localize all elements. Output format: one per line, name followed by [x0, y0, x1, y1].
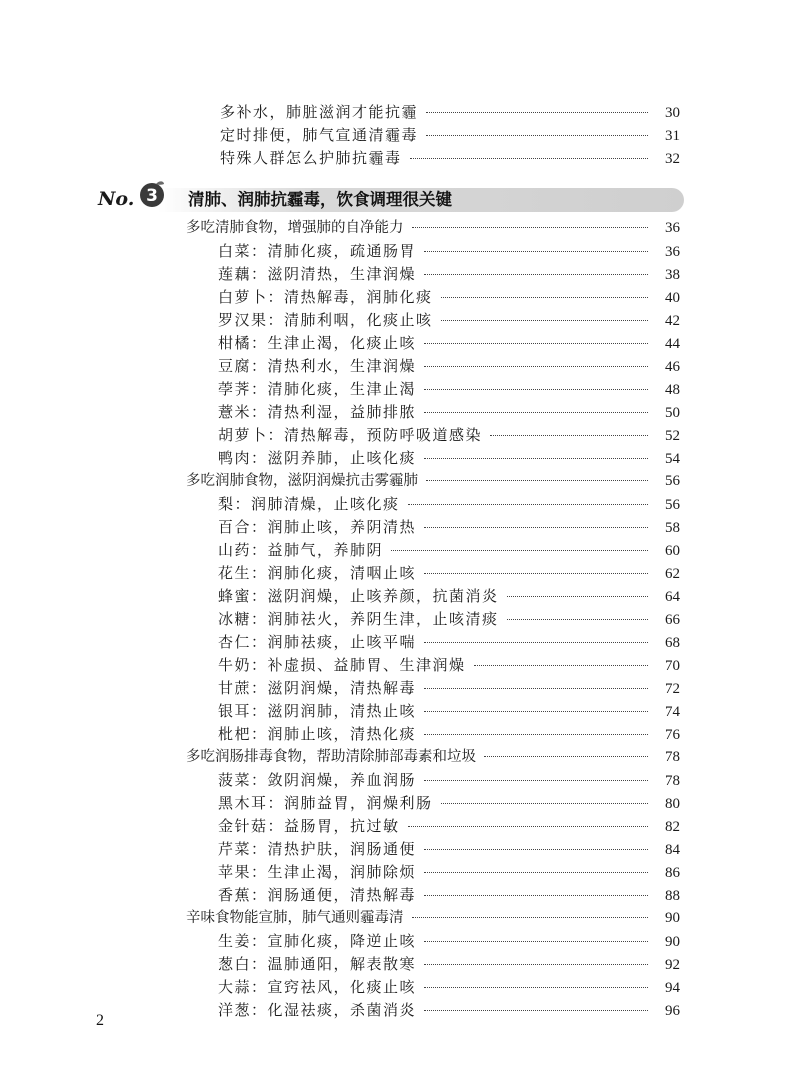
leader-dots [426, 480, 648, 481]
toc-entry[interactable] [218, 332, 680, 354]
toc-entry[interactable] [218, 861, 680, 883]
toc-entry-title: 牛奶：补虚损、益肺胃、生津润燥 [218, 656, 466, 674]
toc-entry[interactable] [218, 953, 680, 975]
leader-dots [424, 964, 648, 965]
toc-entry-page: 44 [665, 336, 680, 352]
leader-dots [426, 135, 648, 136]
toc-entry[interactable] [218, 240, 680, 262]
leader-dots [507, 619, 648, 620]
leader-dots [424, 389, 648, 390]
leader-dots [424, 780, 648, 781]
toc-entry-title: 柑橘：生津止渴，化痰止咳 [218, 334, 417, 352]
toc-entry[interactable] [218, 355, 680, 377]
toc-entry-page: 40 [665, 290, 680, 306]
toc-entry-title: 葱白：温肺通阳，解表散寒 [218, 955, 417, 973]
chapter-no-label: No. [98, 188, 135, 210]
toc-entry-title: 蜂蜜：滋阴润燥，止咳养颜，抗菌消炎 [218, 587, 499, 605]
toc-entry-title: 百合：润肺止咳，养阴清热 [218, 518, 417, 536]
toc-section-title: 多吃润肠排毒食物，帮助清除肺部毒素和垃圾 [186, 749, 476, 765]
toc-entry-page: 52 [665, 428, 680, 444]
toc-entry[interactable] [218, 654, 680, 676]
toc-entry-title: 大蒜：宣窍祛风，化痰止咳 [218, 978, 417, 996]
toc-entry-title: 洋葱：化湿祛痰，杀菌消炎 [218, 1001, 417, 1019]
toc-section-title: 多吃润肺食物，滋阴润燥抗击雾霾肺 [186, 473, 418, 489]
leader-dots [424, 343, 648, 344]
toc-entry-page: 60 [665, 543, 680, 559]
toc-entry[interactable] [218, 493, 680, 515]
toc-entry-page: 46 [665, 359, 680, 375]
toc-entry-title: 枇杷：润肺止咳，清热化痰 [218, 725, 417, 743]
leader-dots [424, 872, 648, 873]
toc-section-page: 78 [665, 749, 680, 765]
toc-entry[interactable] [218, 401, 680, 423]
toc-entry[interactable] [218, 378, 680, 400]
toc-entry-title: 特殊人群怎么护肺抗霾毒 [220, 149, 402, 167]
toc-entry-page: 62 [665, 566, 680, 582]
toc-entry-title: 生姜：宣肺化痰，降逆止咳 [218, 932, 417, 950]
leader-dots [484, 756, 648, 757]
toc-entry-page: 36 [665, 244, 680, 260]
toc-entry[interactable] [218, 631, 680, 653]
toc-entry[interactable] [218, 608, 680, 630]
toc-entry-title: 香蕉：润肠通便，清热解毒 [218, 886, 417, 904]
page-number: 2 [96, 1012, 104, 1029]
toc-entry-title: 白萝卜：清热解毒，润肺化痰 [218, 288, 433, 306]
leader-dots [424, 366, 648, 367]
toc-entry[interactable] [218, 585, 680, 607]
toc-entry-title: 多补水，肺脏滋润才能抗霾 [220, 103, 419, 121]
leader-dots [426, 112, 648, 113]
toc-entry[interactable] [218, 769, 680, 791]
leader-dots [441, 803, 648, 804]
toc-entry[interactable] [218, 562, 680, 584]
toc-entry-title: 胡萝卜：清热解毒，预防呼吸道感染 [218, 426, 483, 444]
toc-entry[interactable] [218, 723, 680, 745]
toc-entry-title: 冰糖：润肺祛火，养阴生津，止咳清痰 [218, 610, 499, 628]
leader-dots [424, 941, 648, 942]
toc-entry-title: 梨：润肺清燥，止咳化痰 [218, 495, 400, 513]
leader-dots [412, 227, 649, 228]
toc-entry-page: 56 [665, 497, 680, 513]
leader-dots [408, 826, 648, 827]
toc-entry-page: 86 [665, 865, 680, 881]
toc-entry-page: 70 [665, 658, 680, 674]
leader-dots [441, 320, 648, 321]
leader-dots [424, 711, 648, 712]
toc-section[interactable] [186, 907, 680, 929]
toc-entry[interactable] [218, 700, 680, 722]
leader-dots [408, 504, 648, 505]
toc-entry-page: 31 [665, 128, 680, 144]
chapter-heading[interactable] [98, 184, 684, 214]
toc-entry[interactable] [218, 263, 680, 285]
toc-entry-title: 白菜：清肺化痰，疏通肠胃 [218, 242, 417, 260]
leader-dots [507, 596, 648, 597]
chapter-number-badge [138, 180, 166, 208]
toc-entry-title: 黑木耳：润肺益胃，润燥利肠 [218, 794, 433, 812]
leader-dots [424, 412, 648, 413]
leader-dots [474, 665, 648, 666]
toc-entry-page: 72 [665, 681, 680, 697]
toc-entry-title: 薏米：清热利湿，益肺排脓 [218, 403, 417, 421]
chapter-title: 清肺、润肺抗霾毒，饮食调理很关键 [188, 190, 452, 209]
leader-dots [424, 458, 648, 459]
toc-entry-page: 94 [665, 980, 680, 996]
toc-entry[interactable] [220, 124, 680, 146]
toc-entry-title: 定时排便，肺气宣通清霾毒 [220, 126, 419, 144]
toc-entry-page: 96 [665, 1003, 680, 1019]
leader-dots [424, 734, 648, 735]
toc-section-page: 90 [665, 910, 680, 926]
toc-entry-title: 莲藕：滋阴清热，生津润燥 [218, 265, 417, 283]
toc-section-page: 36 [665, 220, 680, 236]
toc-entry-title: 罗汉果：清肺利咽，化痰止咳 [218, 311, 433, 329]
toc-entry-page: 48 [665, 382, 680, 398]
toc-entry-title: 菠菜：敛阴润燥，养血润肠 [218, 771, 417, 789]
toc-entry-title: 杏仁：润肺祛痰，止咳平喘 [218, 633, 417, 651]
toc-entry[interactable] [218, 884, 680, 906]
chapter-number: 3 [146, 186, 158, 206]
toc-section[interactable] [186, 217, 680, 239]
toc-entry-page: 64 [665, 589, 680, 605]
toc-entry-page: 84 [665, 842, 680, 858]
toc-entry-title: 银耳：滋阴润肺，清热止咳 [218, 702, 417, 720]
toc-entry-page: 82 [665, 819, 680, 835]
toc-entry-title: 豆腐：清热利水，生津润燥 [218, 357, 417, 375]
toc-entry-title: 金针菇：益肠胃，抗过敏 [218, 817, 400, 835]
toc-entry[interactable] [218, 309, 680, 331]
toc-entry-page: 38 [665, 267, 680, 283]
leader-dots [424, 274, 648, 275]
toc-entry[interactable] [218, 424, 680, 446]
leader-dots [391, 550, 648, 551]
toc-section-title: 辛味食物能宣肺，肺气通则霾毒清 [186, 910, 404, 926]
toc-entry-title: 鸭肉：滋阴养肺，止咳化痰 [218, 449, 417, 467]
toc-entry-title: 苹果：生津止渴，润肺除烦 [218, 863, 417, 881]
toc-entry-page: 90 [665, 934, 680, 950]
toc-entry-page: 74 [665, 704, 680, 720]
toc-entry-page: 32 [665, 151, 680, 167]
leader-dots [424, 1010, 648, 1011]
toc-entry[interactable] [218, 677, 680, 699]
toc-entry-page: 92 [665, 957, 680, 973]
toc-entry-page: 88 [665, 888, 680, 904]
toc-entry[interactable] [220, 147, 680, 169]
toc-entry[interactable] [218, 976, 680, 998]
leader-dots [424, 573, 648, 574]
toc-section-page: 56 [665, 473, 680, 489]
toc-entry[interactable] [218, 447, 680, 469]
leader-dots [424, 688, 648, 689]
leader-dots [424, 987, 648, 988]
toc-entry-page: 58 [665, 520, 680, 536]
toc-entry-title: 荸荠：清肺化痰，生津止渴 [218, 380, 417, 398]
toc-section[interactable] [186, 470, 680, 492]
toc-entry-title: 山药：益肺气，养肺阴 [218, 541, 384, 559]
leader-dots [490, 435, 648, 436]
toc-entry-title: 花生：润肺化痰，清咽止咳 [218, 564, 417, 582]
toc-entry-page: 80 [665, 796, 680, 812]
toc-entry[interactable] [218, 838, 680, 860]
leader-dots [424, 642, 648, 643]
toc-entry[interactable] [218, 792, 680, 814]
leader-dots [410, 158, 648, 159]
leader-dots [424, 251, 648, 252]
leader-dots [424, 527, 648, 528]
toc-entry-title: 芹菜：清热护肤，润肠通便 [218, 840, 417, 858]
toc-entry[interactable] [218, 539, 680, 561]
toc-entry-page: 54 [665, 451, 680, 467]
toc-entry-page: 42 [665, 313, 680, 329]
toc-section[interactable] [186, 746, 680, 768]
leader-dots [424, 895, 648, 896]
toc-entry-page: 78 [665, 773, 680, 789]
toc-entry-page: 66 [665, 612, 680, 628]
leader-dots [424, 849, 648, 850]
toc-entry-page: 76 [665, 727, 680, 743]
toc-entry[interactable] [218, 999, 680, 1021]
toc-entry[interactable] [218, 516, 680, 538]
toc-entry[interactable] [220, 101, 680, 123]
toc-entry-page: 30 [665, 105, 680, 121]
toc-entry[interactable] [218, 286, 680, 308]
leader-dots [412, 917, 649, 918]
toc-entry[interactable] [218, 930, 680, 952]
toc-entry[interactable] [218, 815, 680, 837]
toc-entry-page: 68 [665, 635, 680, 651]
toc-entry-title: 甘蔗：滋阴润燥，清热解毒 [218, 679, 417, 697]
toc-entry-page: 50 [665, 405, 680, 421]
toc-section-title: 多吃清肺食物，增强肺的自净能力 [186, 220, 404, 236]
leader-dots [441, 297, 648, 298]
